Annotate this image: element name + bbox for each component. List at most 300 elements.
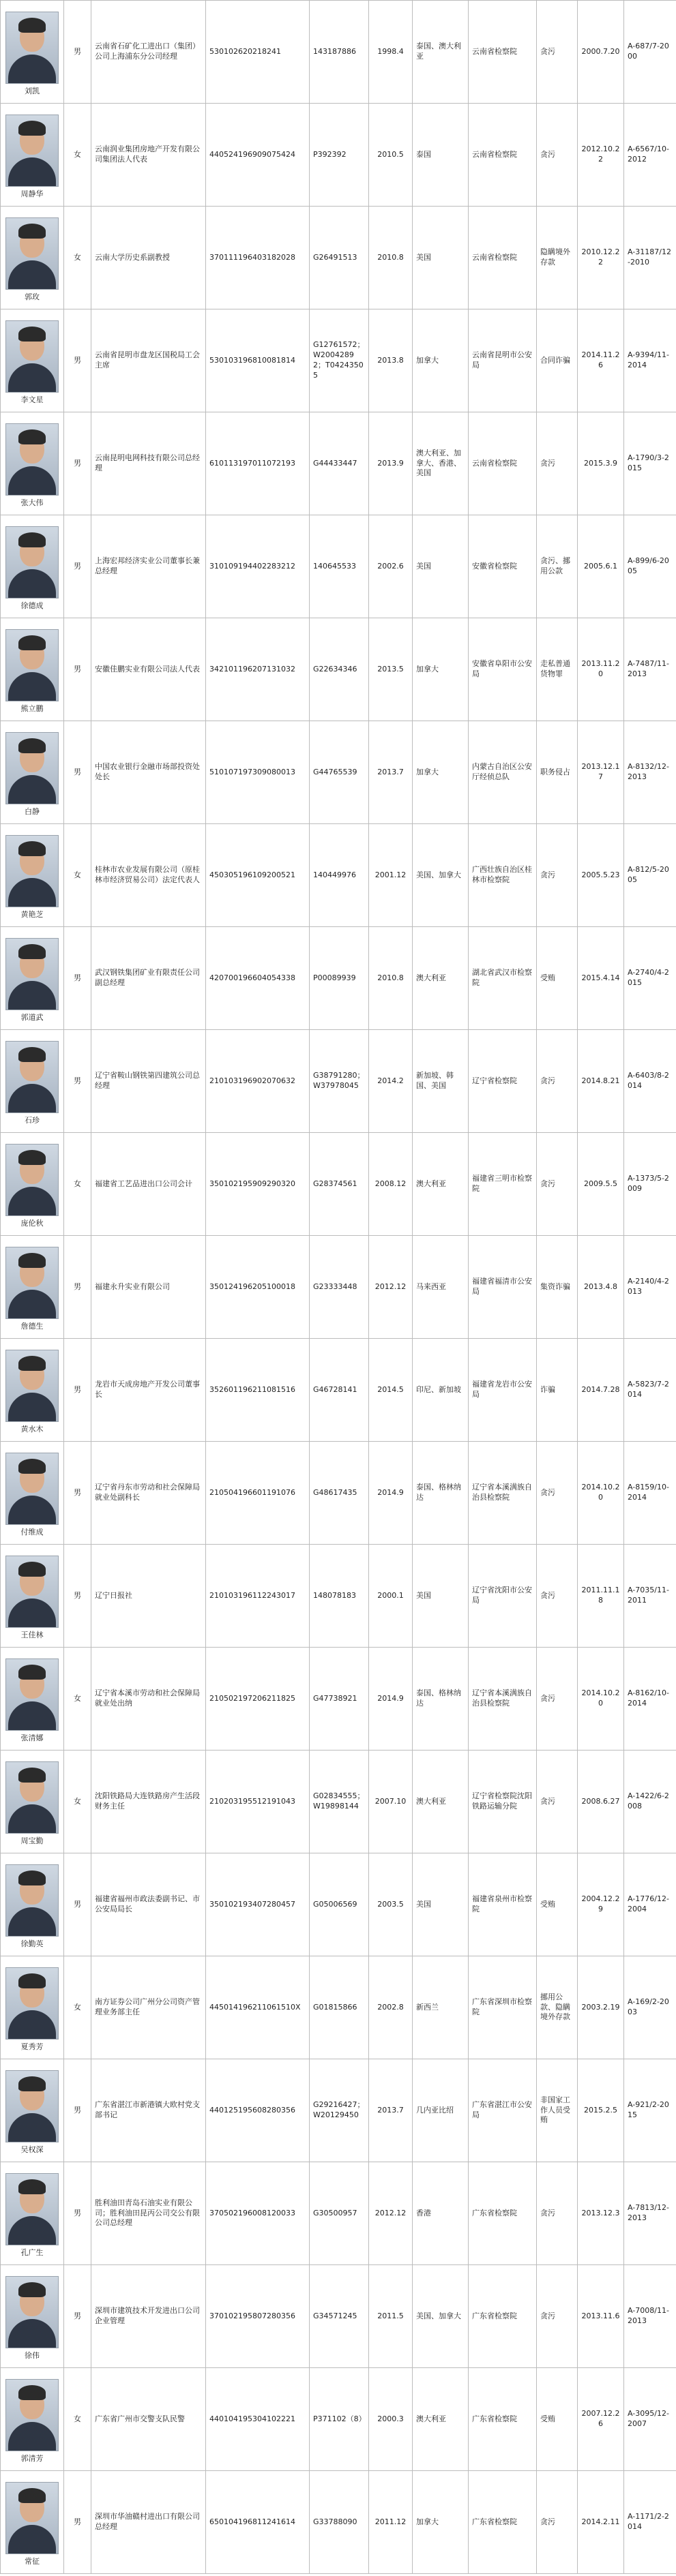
- gender-cell: 女: [64, 1751, 91, 1853]
- table-row: [1, 1751, 676, 1853]
- photo-cell: [1, 309, 64, 412]
- destination-cell: 美国: [413, 1853, 469, 1956]
- photo-cell: [1, 1956, 64, 2059]
- destination-cell: 泰国: [413, 104, 469, 207]
- charge-cell: 贪污: [537, 1030, 578, 1133]
- id-number-cell: 530102620218241: [206, 1, 310, 104]
- case-number-cell: A-7035/11-2011: [624, 1545, 676, 1648]
- photo-cell: [1, 618, 64, 721]
- portrait-photo: [5, 217, 59, 290]
- photo-cell: [1, 1751, 64, 1853]
- flee-date-cell: 2000.3: [369, 2368, 413, 2471]
- case-number-cell: A-8132/12-2013: [624, 721, 676, 824]
- destination-cell: 澳大利亚: [413, 927, 469, 1030]
- filed-date-cell: 2005.6.1: [578, 515, 624, 618]
- flee-date-cell: 2008.12: [369, 1133, 413, 1236]
- employer-cell: 广东省广州市交警支队民警: [91, 2368, 206, 2471]
- case-number-cell: A-1776/12-2004: [624, 1853, 676, 1956]
- filed-date-cell: 2014.8.21: [578, 1030, 624, 1133]
- flee-date-cell: 2010.5: [369, 104, 413, 207]
- employer-cell: 福建永升实业有限公司: [91, 1236, 206, 1339]
- photo-cell: [1, 927, 64, 1030]
- passport-cell: G01815866: [310, 1956, 369, 2059]
- case-number-cell: A-2740/4-2015: [624, 927, 676, 1030]
- gender-cell: 女: [64, 207, 91, 309]
- agency-cell: 云南省昆明市公安局: [469, 309, 537, 412]
- flee-date-cell: 2002.6: [369, 515, 413, 618]
- table-row: [1, 2162, 676, 2265]
- filed-date-cell: 2013.11.20: [578, 618, 624, 721]
- portrait-photo: [5, 629, 59, 701]
- charge-cell: 贪污: [537, 1751, 578, 1853]
- gender-cell: 男: [64, 1, 91, 104]
- photo-cell: [1, 2162, 64, 2265]
- passport-cell: G22634346: [310, 618, 369, 721]
- gender-cell: 男: [64, 2162, 91, 2265]
- charge-cell: 受贿: [537, 2368, 578, 2471]
- passport-cell: G38791280；W37978045: [310, 1030, 369, 1133]
- destination-cell: 美国: [413, 207, 469, 309]
- destination-cell: 澳大利亚: [413, 1751, 469, 1853]
- flee-date-cell: 2000.1: [369, 1545, 413, 1648]
- portrait-photo: [5, 2482, 59, 2554]
- agency-cell: 广东省检察院: [469, 2162, 537, 2265]
- person-name: 徐勤英: [20, 1939, 44, 1948]
- portrait-photo: [5, 1453, 59, 1525]
- flee-date-cell: 2014.5: [369, 1339, 413, 1442]
- charge-cell: 贪污: [537, 1133, 578, 1236]
- charge-cell: 贪污、挪用公款: [537, 515, 578, 618]
- gender-cell: 女: [64, 1133, 91, 1236]
- agency-cell: 辽宁省本溪满族自治县检察院: [469, 1442, 537, 1545]
- charge-cell: 贪污: [537, 2471, 578, 2574]
- filed-date-cell: 2013.12.3: [578, 2162, 624, 2265]
- portrait-photo: [5, 1864, 59, 1937]
- person-name: 黄艳芝: [20, 909, 44, 919]
- gender-cell: 男: [64, 2265, 91, 2368]
- destination-cell: 加拿大: [413, 309, 469, 412]
- gender-cell: 男: [64, 2059, 91, 2162]
- table-row: [1, 1339, 676, 1442]
- destination-cell: 美国、加拿大: [413, 2265, 469, 2368]
- agency-cell: 福建省龙岩市公安局: [469, 1339, 537, 1442]
- agency-cell: 辽宁省沈阳市公安局: [469, 1545, 537, 1648]
- gender-cell: 男: [64, 1236, 91, 1339]
- gender-cell: 男: [64, 927, 91, 1030]
- charge-cell: 受贿: [537, 927, 578, 1030]
- agency-cell: 辽宁省本溪满族自治县检察院: [469, 1648, 537, 1751]
- photo-cell: [1, 2265, 64, 2368]
- passport-cell: G12761572；W20042892；T04243505: [310, 309, 369, 412]
- person-name: 庞伦秋: [20, 1218, 44, 1228]
- filed-date-cell: 2004.12.29: [578, 1853, 624, 1956]
- person-name: 周宝勤: [20, 1836, 44, 1845]
- id-number-cell: 370502196008120033: [206, 2162, 310, 2265]
- photo-cell: [1, 1133, 64, 1236]
- agency-cell: 云南省检察院: [469, 207, 537, 309]
- agency-cell: 云南省检察院: [469, 104, 537, 207]
- agency-cell: 湖北省武汉市检察院: [469, 927, 537, 1030]
- id-number-cell: 210103196902070632: [206, 1030, 310, 1133]
- passport-cell: G05006569: [310, 1853, 369, 1956]
- table-row: [1, 1030, 676, 1133]
- passport-cell: G23333448: [310, 1236, 369, 1339]
- employer-cell: 深圳市华油赣村进出口有限公司总经理: [91, 2471, 206, 2574]
- charge-cell: 职务侵占: [537, 721, 578, 824]
- id-number-cell: 440104195304102221: [206, 2368, 310, 2471]
- portrait-photo: [5, 2276, 59, 2348]
- photo-cell: [1, 1030, 64, 1133]
- charge-cell: 诈骗: [537, 1339, 578, 1442]
- table-row: [1, 1956, 676, 2059]
- agency-cell: 广东省深圳市检察院: [469, 1956, 537, 2059]
- table-row: [1, 207, 676, 309]
- gender-cell: 女: [64, 1648, 91, 1751]
- table-row: [1, 2368, 676, 2471]
- person-name: 郭玫: [25, 292, 40, 301]
- destination-cell: 加拿大: [413, 2471, 469, 2574]
- case-number-cell: A-1171/2-2014: [624, 2471, 676, 2574]
- table-row: [1, 618, 676, 721]
- portrait-photo: [5, 835, 59, 907]
- destination-cell: 泰国、格林纳达: [413, 1442, 469, 1545]
- gender-cell: 男: [64, 1339, 91, 1442]
- portrait-photo: [5, 526, 59, 598]
- destination-cell: 澳大利亚: [413, 1133, 469, 1236]
- table-row: [1, 1648, 676, 1751]
- passport-cell: G28374561: [310, 1133, 369, 1236]
- passport-cell: 140645533: [310, 515, 369, 618]
- id-number-cell: 650104196811241614: [206, 2471, 310, 2574]
- filed-date-cell: 2013.11.6: [578, 2265, 624, 2368]
- flee-date-cell: 2014.2: [369, 1030, 413, 1133]
- portrait-photo: [5, 115, 59, 187]
- gender-cell: 女: [64, 1956, 91, 2059]
- charge-cell: 贪污: [537, 1, 578, 104]
- photo-cell: [1, 721, 64, 824]
- destination-cell: 美国、加拿大: [413, 824, 469, 927]
- passport-cell: 148078183: [310, 1545, 369, 1648]
- id-number-cell: 440125195608280356: [206, 2059, 310, 2162]
- agency-cell: 福建省福清市公安局: [469, 1236, 537, 1339]
- charge-cell: 合同诈骗: [537, 309, 578, 412]
- filed-date-cell: 2011.11.18: [578, 1545, 624, 1648]
- flee-date-cell: 2002.8: [369, 1956, 413, 2059]
- charge-cell: 隐瞒境外存款: [537, 207, 578, 309]
- photo-cell: [1, 824, 64, 927]
- person-name: 张清娜: [20, 1733, 44, 1742]
- gender-cell: 男: [64, 2471, 91, 2574]
- employer-cell: 胜利油田青岛石油实业有限公司；胜利油田昆丙公司交公有限公司总经理: [91, 2162, 206, 2265]
- gender-cell: 男: [64, 618, 91, 721]
- passport-cell: G29216427；W20129450: [310, 2059, 369, 2162]
- destination-cell: 泰国、澳大利亚: [413, 1, 469, 104]
- photo-cell: [1, 1236, 64, 1339]
- destination-cell: 马来西亚: [413, 1236, 469, 1339]
- employer-cell: 云南省石矿化工进出口（集团）公司上海浦东分公司经理: [91, 1, 206, 104]
- charge-cell: 贪污: [537, 1442, 578, 1545]
- case-number-cell: A-687/7-2000: [624, 1, 676, 104]
- case-number-cell: A-6567/10-2012: [624, 104, 676, 207]
- id-number-cell: 210203195512191043: [206, 1751, 310, 1853]
- case-number-cell: A-8159/10-2014: [624, 1442, 676, 1545]
- filed-date-cell: 2009.5.5: [578, 1133, 624, 1236]
- table-row: [1, 2265, 676, 2368]
- gender-cell: 女: [64, 104, 91, 207]
- employer-cell: 福建省福州市政法委副书记、市公安局局长: [91, 1853, 206, 1956]
- portrait-photo: [5, 1041, 59, 1113]
- table-row: [1, 1853, 676, 1956]
- flee-date-cell: 2013.8: [369, 309, 413, 412]
- photo-cell: [1, 2471, 64, 2574]
- charge-cell: 贪污: [537, 824, 578, 927]
- table-row: [1, 515, 676, 618]
- flee-date-cell: 2011.5: [369, 2265, 413, 2368]
- person-name: 刘凯: [25, 86, 40, 95]
- employer-cell: 桂林市农业发展有限公司（原桂林市经济贸易公司）法定代表人: [91, 824, 206, 927]
- passport-cell: G46728141: [310, 1339, 369, 1442]
- employer-cell: 福建省工艺品进出口公司会计: [91, 1133, 206, 1236]
- charge-cell: 走私普通货物罪: [537, 618, 578, 721]
- filed-date-cell: 2015.2.5: [578, 2059, 624, 2162]
- photo-cell: [1, 104, 64, 207]
- person-name: 常征: [25, 2556, 40, 2566]
- person-name: 詹德生: [20, 1321, 44, 1331]
- photo-cell: [1, 1853, 64, 1956]
- employer-cell: 深圳市建筑技术开发进出口公司企业管理: [91, 2265, 206, 2368]
- person-name: 郭道武: [20, 1012, 44, 1022]
- person-name: 石珍: [25, 1115, 40, 1125]
- portrait-photo: [5, 1761, 59, 1834]
- employer-cell: 云南润业集团房地产开发有限公司集团法人代表: [91, 104, 206, 207]
- id-number-cell: 370111196403182028: [206, 207, 310, 309]
- table-row: [1, 104, 676, 207]
- portrait-photo: [5, 1144, 59, 1216]
- employer-cell: 沈阳铁路局大连铁路房产生活段财务主任: [91, 1751, 206, 1853]
- table-row: [1, 1133, 676, 1236]
- filed-date-cell: 2013.4.8: [578, 1236, 624, 1339]
- table-row: [1, 721, 676, 824]
- filed-date-cell: 2010.12.22: [578, 207, 624, 309]
- table-row: [1, 2059, 676, 2162]
- portrait-photo: [5, 1247, 59, 1319]
- agency-cell: 辽宁省检察院沈阳铁路运输分院: [469, 1751, 537, 1853]
- person-name: 孔广生: [20, 2247, 44, 2257]
- person-name: 吴权深: [20, 2145, 44, 2154]
- agency-cell: 广东省检察院: [469, 2368, 537, 2471]
- id-number-cell: 210103196112243017: [206, 1545, 310, 1648]
- table-row: [1, 824, 676, 927]
- charge-cell: 贪污: [537, 2265, 578, 2368]
- id-number-cell: 342101196207131032: [206, 618, 310, 721]
- destination-cell: 加拿大: [413, 721, 469, 824]
- person-name: 徐德成: [20, 601, 44, 610]
- filed-date-cell: 2015.3.9: [578, 412, 624, 515]
- destination-cell: 泰国、格林纳达: [413, 1648, 469, 1751]
- photo-cell: [1, 1545, 64, 1648]
- agency-cell: 内蒙古自治区公安厅经侦总队: [469, 721, 537, 824]
- agency-cell: 云南省检察院: [469, 1, 537, 104]
- filed-date-cell: 2014.7.28: [578, 1339, 624, 1442]
- table-row: [1, 1545, 676, 1648]
- photo-cell: [1, 1442, 64, 1545]
- destination-cell: 新加坡、韩国、美国: [413, 1030, 469, 1133]
- case-number-cell: A-1422/6-2008: [624, 1751, 676, 1853]
- photo-cell: [1, 1339, 64, 1442]
- portrait-photo: [5, 1658, 59, 1731]
- passport-cell: G44433447: [310, 412, 369, 515]
- id-number-cell: 370102195807280356: [206, 2265, 310, 2368]
- id-number-cell: 210504196601191076: [206, 1442, 310, 1545]
- id-number-cell: 530103196810081814: [206, 309, 310, 412]
- destination-cell: 新西兰: [413, 1956, 469, 2059]
- agency-cell: 云南省检察院: [469, 412, 537, 515]
- passport-cell: G48617435: [310, 1442, 369, 1545]
- gender-cell: 女: [64, 2368, 91, 2471]
- case-number-cell: A-6403/8-2014: [624, 1030, 676, 1133]
- person-name: 熊立鹏: [20, 703, 44, 713]
- person-name: 白静: [25, 806, 40, 816]
- id-number-cell: 445014196211061510X: [206, 1956, 310, 2059]
- destination-cell: 美国: [413, 1545, 469, 1648]
- id-number-cell: 440524196909075424: [206, 104, 310, 207]
- employer-cell: 中国农业银行金融市场部投资处处长: [91, 721, 206, 824]
- id-number-cell: 352601196211081516: [206, 1339, 310, 1442]
- passport-cell: G34571245: [310, 2265, 369, 2368]
- charge-cell: 集资诈骗: [537, 1236, 578, 1339]
- filed-date-cell: 2014.10.20: [578, 1648, 624, 1751]
- charge-cell: 贪污: [537, 2162, 578, 2265]
- portrait-photo: [5, 423, 59, 496]
- case-number-cell: A-812/5-2005: [624, 824, 676, 927]
- agency-cell: 福建省泉州市检察院: [469, 1853, 537, 1956]
- photo-cell: [1, 515, 64, 618]
- flee-date-cell: 2013.7: [369, 2059, 413, 2162]
- person-name: 周静华: [20, 189, 44, 198]
- id-number-cell: 450305196109200521: [206, 824, 310, 927]
- portrait-photo: [5, 2173, 59, 2245]
- flee-date-cell: 2010.8: [369, 927, 413, 1030]
- case-number-cell: A-7487/11-2013: [624, 618, 676, 721]
- case-number-cell: A-9394/11-2014: [624, 309, 676, 412]
- id-number-cell: 310109194402283212: [206, 515, 310, 618]
- portrait-photo: [5, 320, 59, 393]
- flee-date-cell: 2014.9: [369, 1442, 413, 1545]
- employer-cell: 安徽佳鹏实业有限公司法人代表: [91, 618, 206, 721]
- flee-date-cell: 2003.5: [369, 1853, 413, 1956]
- person-name: 郭清芳: [20, 2453, 44, 2463]
- portrait-photo: [5, 1350, 59, 1422]
- filed-date-cell: 2015.4.14: [578, 927, 624, 1030]
- employer-cell: 广东省湛江市新港镇大欧村党支部书记: [91, 2059, 206, 2162]
- case-number-cell: A-2140/4-2013: [624, 1236, 676, 1339]
- person-name: 李文星: [20, 395, 44, 404]
- photo-cell: [1, 2368, 64, 2471]
- flee-date-cell: 2010.8: [369, 207, 413, 309]
- passport-cell: G47738921: [310, 1648, 369, 1751]
- filed-date-cell: 2008.6.27: [578, 1751, 624, 1853]
- id-number-cell: 420700196604054338: [206, 927, 310, 1030]
- portrait-photo: [5, 1967, 59, 2040]
- passport-cell: G44765539: [310, 721, 369, 824]
- passport-cell: 143187886: [310, 1, 369, 104]
- portrait-photo: [5, 2379, 59, 2451]
- charge-cell: 贪污: [537, 1648, 578, 1751]
- table-row: [1, 1442, 676, 1545]
- photo-cell: [1, 412, 64, 515]
- gender-cell: 男: [64, 1853, 91, 1956]
- person-name: 夏秀芳: [20, 2042, 44, 2051]
- employer-cell: 云南省昆明市盘龙区国税局工会主席: [91, 309, 206, 412]
- portrait-photo: [5, 938, 59, 1010]
- flee-date-cell: 2001.12: [369, 824, 413, 927]
- destination-cell: 几内亚比绍: [413, 2059, 469, 2162]
- portrait-photo: [5, 732, 59, 804]
- case-number-cell: A-1790/3-2015: [624, 412, 676, 515]
- passport-cell: G02834555；W19898144: [310, 1751, 369, 1853]
- employer-cell: 武汉钢铁集团矿业有限责任公司副总经理: [91, 927, 206, 1030]
- case-number-cell: A-899/6-2005: [624, 515, 676, 618]
- case-number-cell: A-7008/11-2013: [624, 2265, 676, 2368]
- destination-cell: 印尼、新加坡: [413, 1339, 469, 1442]
- agency-cell: 安徽省检察院: [469, 515, 537, 618]
- flee-date-cell: 2011.12: [369, 2471, 413, 2574]
- passport-cell: G26491513: [310, 207, 369, 309]
- flee-date-cell: 2013.7: [369, 721, 413, 824]
- case-number-cell: A-1373/5-2009: [624, 1133, 676, 1236]
- filed-date-cell: 2007.12.26: [578, 2368, 624, 2471]
- flee-date-cell: 2014.9: [369, 1648, 413, 1751]
- gender-cell: 男: [64, 1442, 91, 1545]
- employer-cell: 龙岩市天成房地产开发公司董事长: [91, 1339, 206, 1442]
- case-number-cell: A-3095/12-2007: [624, 2368, 676, 2471]
- case-number-cell: A-8162/10-2014: [624, 1648, 676, 1751]
- table-row: [1, 1, 676, 104]
- photo-cell: [1, 1, 64, 104]
- employer-cell: 辽宁省丹东市劳动和社会保障局就业处副科长: [91, 1442, 206, 1545]
- flee-date-cell: 2013.9: [369, 412, 413, 515]
- person-name: 付维成: [20, 1527, 44, 1536]
- agency-cell: 广东省检察院: [469, 2471, 537, 2574]
- agency-cell: 福建省三明市检察院: [469, 1133, 537, 1236]
- passport-cell: P392392: [310, 104, 369, 207]
- passport-cell: P371102（8）: [310, 2368, 369, 2471]
- charge-cell: 受贿: [537, 1853, 578, 1956]
- table-body: [1, 1, 676, 2574]
- id-number-cell: 350102195909290320: [206, 1133, 310, 1236]
- person-name: 徐伟: [25, 2350, 40, 2360]
- person-name: 王佳林: [20, 1630, 44, 1639]
- charge-cell: 贪污: [537, 104, 578, 207]
- employer-cell: 辽宁日报社: [91, 1545, 206, 1648]
- gender-cell: 女: [64, 824, 91, 927]
- portrait-photo: [5, 1556, 59, 1628]
- flee-date-cell: 2013.5: [369, 618, 413, 721]
- passport-cell: 140449976: [310, 824, 369, 927]
- person-name: 黄水木: [20, 1424, 44, 1434]
- employer-cell: 南方证券公司广州分公司资产管理业务部主任: [91, 1956, 206, 2059]
- portrait-photo: [5, 2070, 59, 2142]
- id-number-cell: 350124196205100018: [206, 1236, 310, 1339]
- filed-date-cell: 2014.10.20: [578, 1442, 624, 1545]
- table-row: [1, 412, 676, 515]
- case-number-cell: A-169/2-2003: [624, 1956, 676, 2059]
- gender-cell: 男: [64, 1030, 91, 1133]
- flee-date-cell: 1998.4: [369, 1, 413, 104]
- flee-date-cell: 2012.12: [369, 2162, 413, 2265]
- gender-cell: 男: [64, 721, 91, 824]
- id-number-cell: 350102193407280457: [206, 1853, 310, 1956]
